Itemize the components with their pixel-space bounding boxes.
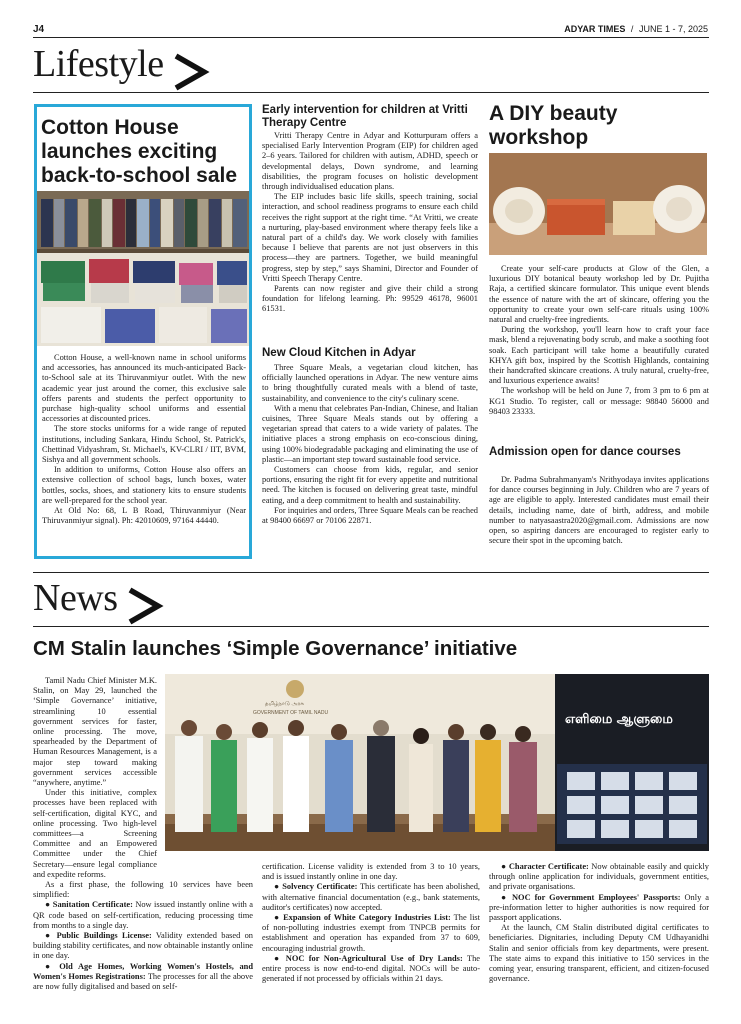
bullet-white-category: ● Expansion of White Category Industries List: The list of non-polluting industries exempt from TNPCB permits for establishment and operation has expanded from 37 to 609, encouraging industrial growth. (262, 913, 480, 953)
news-rule (33, 626, 709, 627)
cloud-kitchen-headline: New Cloud Kitchen in Adyar (262, 347, 416, 359)
soap-illustration (489, 153, 707, 255)
news-col2 (262, 862, 480, 984)
bullet-character-certificate: ● Character Certificate: Now obtainable easily and quickly through online application for individuals, government entities, and private organisations. (489, 862, 709, 892)
bullet-text: The list of non-polluting industries exempt from TNPCB permits for establishment and operation has expanded from 37 to 609, encouraging industrial growth. (262, 913, 480, 953)
diy-body (489, 264, 709, 417)
news-intro-paragraph: As a first phase, the following 10 services have been simplified: (33, 880, 253, 900)
diy-paragraph: Create your self-care products at Glow of the Glen, a luxurious DIY botanical beauty workshop led by Dr. Pujitha Raja, a certified skincare formulator. This unique event blends the essence of nature with the art of skincare, offering you the opportunity to create your own self-care rituals using 100% natural and cruelty-free ingredients. (489, 264, 709, 325)
lifestyle-title-text: Lifestyle (33, 43, 164, 85)
page-number: J4 (33, 24, 45, 35)
lifestyle-rule (33, 92, 709, 93)
diy-paragraph: The workshop will be held on June 7, from 3 pm to 6 pm at KG1 Studio. To register, call or message: 98840 56000 and 98403 23333. (489, 386, 709, 416)
bullet-title: NOC for Government Employees' Passports: (512, 892, 681, 902)
cotton-house-headline: Cotton House launches exciting back-to-school sale (41, 116, 238, 187)
bullet-text: Validity extended based on building stability certificates, and now obtainable instantly online in one day. (33, 931, 253, 961)
dance-paragraph: Dr. Padma Subrahmanyam's Nrithyodaya invites applications for dance courses beginning in July. Children who are 7 years of age are eligible to apply. Interested candidates must email their details, including name, date of birth, address, and mobile number to natyasaastra2020@gmail.com. Admissions are now open, so aspiring dancers are encouraged to register early to secure their spot in the upcoming batch. (489, 475, 709, 546)
cotton-paragraph: Cotton House, a well-known name in school uniforms and accessories, has announced its much-anticipated Back-to-School sale at its Thiruvanmiyur outlet. With the new academic year just around the corner, this exclusive sale offers parents and students the perfect opportunity to purchase high-quality school uniforms and essential accessories at discounted prices. (42, 353, 246, 424)
news-col2-lead: certification. License validity is extended from 3 to 10 years, and is issued instantly online in one day. (262, 862, 480, 882)
cloud-kitchen-body (262, 363, 478, 526)
shelves-illustration (37, 191, 249, 346)
cm-launch-photo (165, 674, 709, 851)
bullet-dry-lands: ● NOC for Non-Agricultural Use of Dry Lands: The entire process is now end-to-end digital. NOCs will be auto-generated if not processed by officials within 21 days. (262, 953, 480, 984)
dance-headline: Admission open for dance courses (489, 446, 681, 458)
chevron-right-icon (170, 52, 210, 92)
bullet-title: Solvency Certificate: (282, 882, 358, 892)
news-col1 (33, 880, 253, 992)
masthead (564, 24, 708, 34)
emblem-tamil-text: தமிழ்நாடு அரசு (265, 701, 305, 707)
news-closing-paragraph: At the launch, CM Stalin distributed digital certificates to beneficiaries. Dignitaries, including Deputy CM Udhayanidhi Stalin and senior officials from key departments, were present. The state aims to expand this initiative to 150 services in the coming year, ensuring transparent, efficient, and citizen-focused governance. (489, 923, 709, 984)
uniform-shelves-photo (37, 191, 249, 346)
news-intro-paragraph: Tamil Nadu Chief Minister M.K. Stalin, on May 29, launched the ‘Simple Governance’ initiative, streamlining 10 essential government services for faster, online processing. The move, spearheaded by the Department of Human Resources Management, is a major step toward making government services accessible “anywhere, anytime.” (33, 676, 157, 788)
masthead-separator: / (630, 24, 634, 34)
vritti-paragraph: The EIP includes basic life skills, speech training, social interaction, and school readiness programs to ensure each child receives the right support at the right time. “At Vritti, we create a nurturing, play-based environment where therapy feels like a natural part of a child's day. We work closely with families because I believe that parents are not just observers in this process—they are partners. Together, we build meaningful progress, step by step,” says Shamini, Director and Founder of Vritti Speech Therapy Centre. (262, 192, 478, 283)
header-rule (33, 37, 709, 38)
bullet-old-age-homes: ● Old Age Homes, Working Women's Hostels, and Women's Homes Registrations: The processes for all the above are now fully digitalised and based on self- (33, 961, 254, 992)
soap-products-photo (489, 153, 707, 255)
bullet-text: Now obtainable easily and quickly through online application for individuals, government entities, and private organisations. (489, 862, 709, 892)
news-headline: CM Stalin launches ‘Simple Governance’ initiative (33, 637, 518, 660)
news-intro (33, 676, 157, 880)
kitchen-paragraph: Customers can choose from kids, regular, and senior portions, ensuring the right fit for every appetite and nutritional need. The kitchen is focused on delivering great taste, mindful eating, and a deep commitment to health and sustainability. (262, 465, 478, 505)
chevron-right-icon (124, 586, 164, 626)
issue-date: JUNE 1 - 7, 2025 (638, 24, 708, 34)
vritti-paragraph: Parents can now register and give their child a strong foundation for lifelong learning. Ph: 99529 46178, 96001 61531. (262, 284, 478, 314)
bullet-title: Character Certificate: (508, 862, 589, 871)
bullet-title: Expansion of White Category Industries List: (283, 913, 451, 923)
cotton-house-body (42, 353, 246, 526)
emblem-english-text: GOVERNMENT OF TAMIL NADU (253, 710, 329, 716)
news-section-title (33, 578, 164, 626)
bullet-title: NOC for Non-Agricultural Use of Dry Lands: (285, 953, 463, 963)
bullet-passport-noc: ● NOC for Government Employees' Passports: Only a pre-information letter to higher authorities is now required for passport applications. (489, 892, 709, 923)
lifestyle-section-title (33, 44, 210, 92)
vritti-paragraph: Vritti Therapy Centre in Adyar and Kotturpuram offers a specialised Early Intervention Program (EIP) for children aged 2–6 years. Tailored for children with autism, ADHD, speech or developmental delays, Down syndrome, and learning disabilities, the program focuses on holistic development through individualised education plans. (262, 131, 478, 192)
news-top-rule (33, 572, 709, 573)
bullet-text: Only a pre-information letter to higher authorities is now required for passport applications. (489, 892, 709, 923)
cotton-paragraph: At Old No: 68, L B Road, Thiruvanmiyur (Near Thiruvanmiyur signal). Ph: 42010609, 97164 44440. (42, 506, 246, 526)
news-col3 (489, 862, 709, 984)
bullet-text: The processes for all the above are now fully digitalised and based on self- (33, 971, 254, 992)
bullet-sanitation: ● Sanitation Certificate: Now issued instantly online with a QR code based on self-certification, reducing processing time from months to a single day. (33, 900, 254, 930)
vritti-body (262, 131, 478, 315)
launch-event-illustration (165, 674, 709, 851)
bullet-title: Sanitation Certificate: (52, 900, 133, 910)
diy-paragraph: During the workshop, you'll learn how to craft your face mask, blend a rejuvenating body scrub, and make a soothing foot soak. Each participant will take home a beautifully curated KHYA gift box, inspired by the Scottish Highlands, containing their handcrafted skincare creations. A truly natural, cruelty-free, and luxurious experience awaits! (489, 325, 709, 386)
vritti-headline: Early intervention for children at Vritti Therapy Centre (262, 104, 468, 129)
kitchen-paragraph: For inquiries and orders, Three Square Meals can be reached at 98400 66697 or 70106 22871. (262, 505, 478, 526)
paper-name: ADYAR TIMES (564, 24, 626, 34)
bullet-title: Public Buildings License: (56, 931, 152, 941)
cotton-paragraph: The store stocks uniforms for a wide range of reputed institutions, including Sankara, Hindu School, St. Patrick's, Chettinad Vidyashram, St. Michael's, KV-CLRI / IIT, BVM, Sishya and all government schools. (42, 424, 246, 465)
news-intro-paragraph: Under this initiative, complex processes have been replaced with self-certification, digital KYC, and online processing. Two high-level committees—a Screening Committee and an Empowered Committee under the Chief Secretary—ensure legal compliance and expedite reforms. (33, 788, 157, 879)
dance-body (489, 475, 709, 546)
bullet-text: This certificate has been abolished, with alternative financial documentation (e.g., bank statements, auditor's certificates) now accepted. (262, 882, 481, 912)
bullet-public-buildings: ● Public Buildings License: Validity extended based on building stability certificates, and now obtainable instantly online in one day. (33, 931, 253, 961)
bullet-text: The entire process is now end-to-end digital. NOCs will be auto-generated if not processed by officials within 21 days. (262, 953, 480, 984)
news-title-text: News (33, 577, 118, 619)
diy-headline: A DIY beauty workshop (489, 102, 618, 149)
bullet-text: Now issued instantly online with a QR code based on self-certification, reducing processing time from months to a single day. (33, 900, 254, 930)
bullet-title: Old Age Homes, Working Women's Hostels, and Women's Homes Registrations: (33, 961, 253, 981)
screen-banner-text: எளிமை ஆளுமை (565, 712, 673, 727)
kitchen-paragraph: With a menu that celebrates Pan-Indian, Chinese, and Italian cuisines, Three Square Meals stands out by offering a vegetarian spread that caters to a wide variety of palates. The initiative places a strong emphasis on eco-conscious dining, using 100% biodegradable packaging and eliminating the use of plastic—an important step toward sustainable food service. (262, 403, 478, 464)
kitchen-paragraph: Three Square Meals, a vegetarian cloud kitchen, has officially launched operations in Adyar. The new venture aims to bring thoughtfully curated meals with a blend of taste, sustainability, and convenience to the city's culinary scene. (262, 363, 478, 403)
bullet-solvency: ● Solvency Certificate: This certificate has been abolished, with alternative financial documentation (e.g., bank statements, auditor's certificates) now accepted. (262, 882, 481, 912)
cotton-paragraph: In addition to uniforms, Cotton House also offers an extensive collection of school bags, lunch boxes, water bottles, socks, shoes, and stationery kits to ensure students are well-prepared for the school year. (42, 465, 246, 505)
